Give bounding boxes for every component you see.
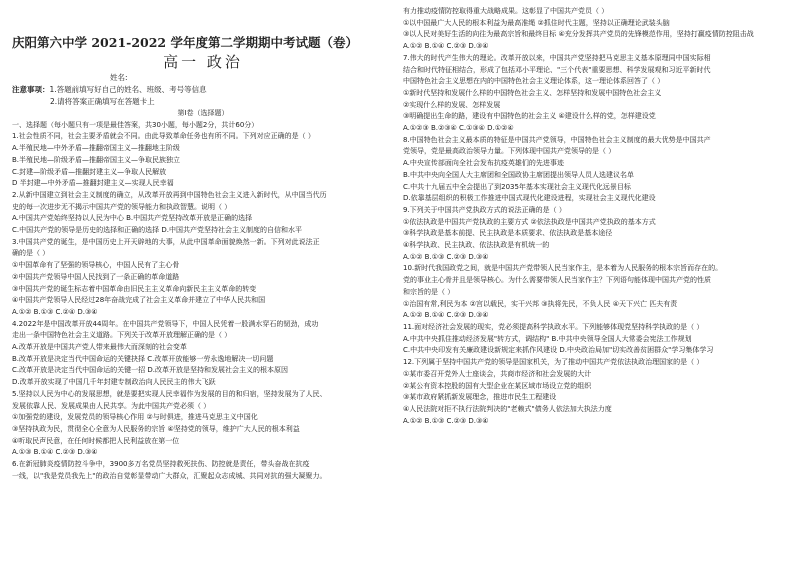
question-line: 5.坚持以人民为中心的发展思想，就是要把实现人民幸福作为发展的目的和归宿，坚持发展为了人民、 xyxy=(12,389,327,398)
right-column xyxy=(403,6,787,427)
question-line: ②某公有资本控股的国有大型企业在某区域市场设立党的组织 xyxy=(403,381,592,390)
question-line: C.改革开放是决定当代中国命运的关键一招 D.改革开放是坚持和发展社会主义的根本原因 xyxy=(12,366,288,375)
question-line: A.①② B.①③ C.②③ D.③④ xyxy=(403,252,489,261)
question-line: 和宗旨的是（ ） xyxy=(403,287,455,296)
question-line: C.中共十九届五中全会提出了到2035年基本实现社会主义现代化远景目标 xyxy=(403,182,631,191)
question-line: A.中共中央抓住推动经济发展"转方式，调结构" B.中共中央领导全国人大常委会宪法工作规划 xyxy=(403,334,692,343)
question-line: B.改革开放是决定当代中国命运的关键抉择 C.改革开放能够一劳永逸地解决一切问题 xyxy=(12,354,274,363)
question-line: A.①② B.①③ C.②④ D.③④ xyxy=(12,307,98,316)
question-line: ④听取民声民意，在任何时候都把人民利益放在第一位 xyxy=(12,436,180,445)
question-line: 12.下列属于坚持中国共产党的领导是国家机关，为了推动中国共产党依法执政治理国家的是（ ） xyxy=(403,358,704,367)
question-line: D.改革开放实现了中国几千年封建专制政治向人民民主的伟大飞跃 xyxy=(12,378,216,387)
question-line: A.半殖民地—中外矛盾—推翻帝国主义—推翻地主阶级 xyxy=(12,144,180,153)
exam-subject: 高一 政治 xyxy=(163,53,243,71)
question-line: ②中国共产党领导中国人民找到了一条正确的革命道路 xyxy=(12,272,180,281)
question-line: A.中央宣传部面向全社会发布抗疫英雄们的先进事迹 xyxy=(403,159,564,168)
question-line: 中国特色社会主义思想在内的中国特色社会主义理论体系，这一理论体系回答了（ ） xyxy=(403,77,665,86)
note-1: 1.答题前填写好自己的姓名、班级、考号等信息 xyxy=(49,85,207,94)
question-line: D 半封建—中外矛盾—推翻封建主义—实现人民幸福 xyxy=(12,179,174,188)
question-line: ③坚持执政为民，贯彻全心全意为人民服务的宗旨 ④坚持党的领导，维护广大人民的根本利益 xyxy=(12,424,300,433)
question-line: 有力推动疫情防控取得重大战略成果。这彰显了中国共产党员（ ） xyxy=(403,7,609,15)
exam-title: 庆阳第六中学 2021-2022 学年度第二学期期中考试题（卷） xyxy=(12,35,358,50)
question-line: ③科学执政是基本前提、民主执政是本质要求、依法执政是基本途径 xyxy=(403,229,613,238)
question-line: ①加强党的建设，发展党员的领导核心作用 ②与时俱进，推进马克思主义中国化 xyxy=(12,413,258,422)
question-line: 10.新时代我国政党之间，就是中国共产党带领人民当家作主，是本着为人民服务的根本宗旨而存在的。 xyxy=(403,264,723,273)
question-line: A.①③ B.①④ C.②③ D.③④ xyxy=(12,448,98,457)
left-questions xyxy=(12,131,394,482)
question-line: 党的事业主心骨并且是领导核心。为什么需要带领人民当家作主？下列语句能体现中国共产党的性质 xyxy=(403,276,711,285)
note-2: 2.请将答案正确填写在答题卡上 xyxy=(50,97,155,106)
question-line: 史的每一次进步无不揭示中国共产党的领导能力和执政智慧。说明（ ） xyxy=(12,202,232,211)
question-line: C.中国共产党的领导是历史的选择和正确的选择 D.中国共产党坚持社会主义制度的自信和水平 xyxy=(12,226,302,235)
question-line: 确的是（ ） xyxy=(12,249,50,258)
question-line: B.半殖民地—阶级矛盾—推翻帝国主义—争取民族独立 xyxy=(12,155,181,164)
question-line: A.①② B.①③ C.②③ D.③④ xyxy=(403,416,489,425)
question-line: ③明确提出生命的路，建设有中国特色的社会主义 ④建设什么样的党，怎样建设党 xyxy=(403,112,656,121)
question-line: 3.中国共产党的诞生，是中国历史上开天辟地的大事，从此中国革命面貌焕然一新。下列对此说法正 xyxy=(12,237,320,246)
question-line: 一线，以"我是党员我先上"的政治自觉彰显带动广大群众，汇聚起众志成城、共同对抗的强大凝聚力。 xyxy=(12,471,327,480)
question-line: A.中国共产党始终坚持以人民为中心 B.中国共产党坚持改革开放是正确的选择 xyxy=(12,214,253,223)
question-line: 6.在新冠肺炎疫情防控斗争中，3900多万名党员坚持救死扶伤、防控就是责任，带头奋战在抗疫 xyxy=(12,460,310,469)
name-field-label: 姓名: xyxy=(110,73,128,82)
section-title: 第I卷（选择题） xyxy=(177,109,229,117)
question-line: 党领导，党是最高政治领导力量。下列体现中国共产党领导的是（ ） xyxy=(403,147,616,156)
question-line: 8.中国特色社会主义最本质的特征是中国共产党领导，中国特色社会主义制度的最大优势是中国共产 xyxy=(403,135,711,144)
question-line: ①某市委召开党外人士座谈会，共商市经济和社会发展的大计 xyxy=(403,369,592,378)
left-column xyxy=(12,6,394,483)
question-line: ③中国共产党的诞生标志着中国革命由旧民主主义革命向新民主主义革命的转变 xyxy=(12,284,257,293)
question-line: A.①②③ B.②③④ C.①③④ D.①②④ xyxy=(403,124,514,133)
question-line: ④科学执政、民主执政、依法执政是有机统一的 xyxy=(403,241,550,250)
question-line: ②实现什么样的发展、怎样发展 xyxy=(403,100,501,109)
question-line: 发展依靠人民、发展成果由人民共享。为此中国共产党必须（ ） xyxy=(12,401,211,410)
question-line: ①中国革命有了坚强的领导核心，中国人民有了主心骨 xyxy=(12,261,180,270)
question-line: A.①② B.①④ C.②③ D.③④ xyxy=(403,42,489,51)
question-line: 走出一条中国特色社会主义道路。下列关于改革开放理解正确的是（ ） xyxy=(12,331,232,340)
question-line: ①治国有常,利民为本 ②宫以载民，实干兴邦 ③执将先民，不负人民 ④天下兴亡 匹夫有责 xyxy=(403,299,678,308)
question-line: 结合和时代特征相结合，形成了包括邓小平理论、"三个代表"重要思想、科学发展观和习近平新时代 xyxy=(403,65,711,74)
question-line: 11.面对经济社会发展的现实，党必须提高科学执政水平。下列能够体现党坚持科学执政的是（ ） xyxy=(403,322,704,331)
question-line: ④人民法院对拒不执行法院判决的"老赖式"债务人依法加大执法力度 xyxy=(403,404,612,413)
question-line: A.①② B.①④ C.②③ D.③④ xyxy=(403,311,489,320)
question-line: 2.从新中国建立到社会主义制度的确立，从改革开放再到中国特色社会主义进入新时代，从中国当代历 xyxy=(12,190,327,199)
question-line: ④中国共产党领导人民经过28年奋战完成了社会主义革命并建立了中华人民共和国 xyxy=(12,296,266,305)
question-line: ③以人民对美好生活的向往为最高宗旨和最终目标 ④充分发挥共产党员的先锋模范作用，坚持打赢疫情防控阻击战 xyxy=(403,30,754,39)
question-line: B.中共中央向全国人大主席团和全国政协主席团提出领导人员人选建议名单 xyxy=(403,170,635,179)
question-line: 9.下列关于中国共产党执政方式的说法正确的是（ ） xyxy=(403,205,566,214)
right-questions xyxy=(403,6,787,427)
question-line: ①新时代坚持和发展什么样的中国特色社会主义、怎样坚持和发展中国特色社会主义 xyxy=(403,88,662,97)
notes-block xyxy=(12,84,394,96)
question-line: 7.伟大的时代产生伟大的理论。改革开放以来，中国共产党坚持把马克思主义基本原理同中国实际相 xyxy=(403,53,711,62)
question-line: ③某市政府紧抓新发展理念，推进市民生工程建设 xyxy=(403,393,557,402)
question-line: C.封建—阶级矛盾—推翻封建主义—争取人民解放 xyxy=(12,167,167,176)
question-line: 4.2022年是中国改革开放44周年。在中国共产党领导下，中国人民凭着一股满水穿石的韧劲，成功 xyxy=(12,319,319,328)
question-line: D.依靠基层组织的积极工作推进中国式现代化建设进程，实现社会主义现代化建设 xyxy=(403,194,656,203)
question-line: C.中共中央印发有关廉政建设新规定来抓作风建设 D.中央政治局加"切实改善贫困群众"学习集体学习 xyxy=(403,346,714,355)
part-heading: 一、选择题（每小题只有一项是最佳答案，共30小题，每小题2分，共计60分） xyxy=(12,120,259,129)
question-line: ①依法执政是中国共产党执政的主要方式 ②依法执政是中国共产党执政的基本方式 xyxy=(403,217,656,226)
question-line: ①以中国最广大人民的根本利益为最高准绳 ②抓住时代主题，坚持以正确理论武装头脑 xyxy=(403,18,670,27)
question-line: A.改革开放是中国共产党人带来最伟大而深刻的社会变革 xyxy=(12,343,187,352)
notes-label: 注意事项： xyxy=(12,85,50,94)
question-line: 1.社会性质不同，社会主要矛盾就会不同。由此导致革命任务也有所不同。下列对应正确的是（ ） xyxy=(12,132,315,141)
